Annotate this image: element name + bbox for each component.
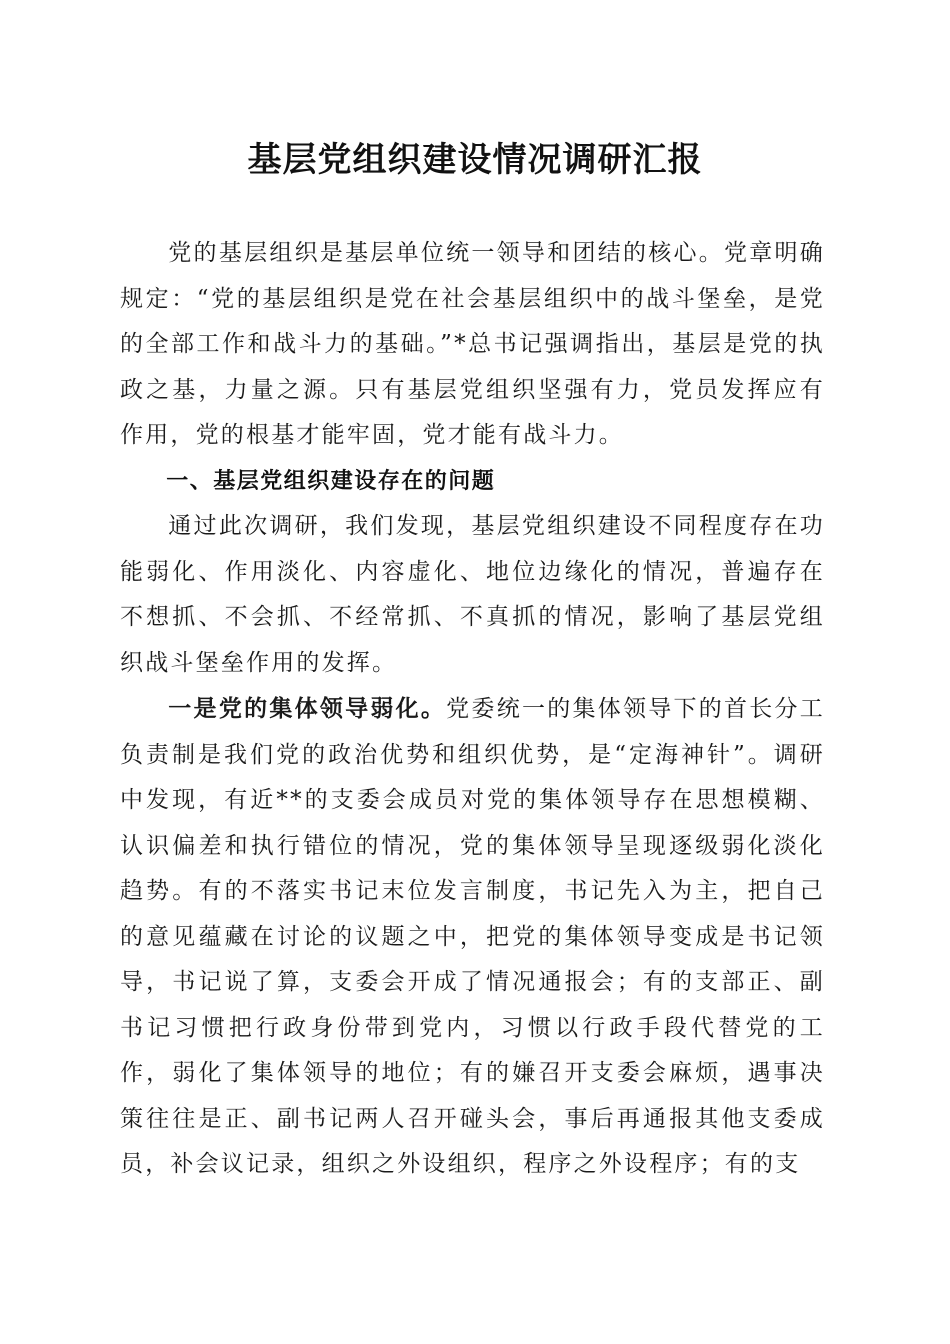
document-body	[120, 231, 825, 1188]
document-title: 基层党组织建设情况调研汇报	[247, 140, 703, 180]
point1-paragraph	[120, 686, 825, 1188]
section-paragraph: 通过此次调研，我们发现，基层党组织建设不同程度存在功能弱化、作用淡化、内容虚化、地位边缘化的情况，普遍存在不想抓、不会抓、不经常抓、不真抓的情况，影响了基层党组织战斗堡垒作用的发挥。	[120, 513, 825, 676]
point1-text: 党委统一的集体领导下的首长分工负责制是我们党的政治优势和组织优势，是“定海神针”。调研中发现，有近**的支委会成员对党的集体领导存在思想模糊、认识偏差和执行错位的情况，党的集体领导呈现逐级弱化淡化趋势。有的不落实书记末位发言制度，书记先入为主，把自己的意见蕴藏在讨论的议题之中，把党的集体领导变成是书记领导，书记说了算，支委会开成了情况通报会；有的支部正、副书记习惯把行政身份带到党内，习惯以行政手段代替党的工作，弱化了集体领导的地位；有的嫌召开支委会麻烦，遇事决策往往是正、副书记两人召开碰头会，事后再通报其他支委成员，补会议记录，组织之外设组织，程序之外设程序；有的支	[120, 696, 826, 1177]
point1-lead: 一是党的集体领导弱化。	[168, 695, 447, 722]
section-heading: 一、基层党组织建设存在的问题	[166, 468, 496, 494]
intro-paragraph: 党的基层组织是基层单位统一领导和团结的核心。党章明确规定：“党的基层组织是党在社会基层组织中的战斗堡垒，是党的全部工作和战斗力的基础。”*总书记强调指出，基层是党的执政之基，力量之源。只有基层党组织坚强有力，党员发挥应有作用，党的根基才能牢固，党才能有战斗力。	[120, 240, 825, 448]
